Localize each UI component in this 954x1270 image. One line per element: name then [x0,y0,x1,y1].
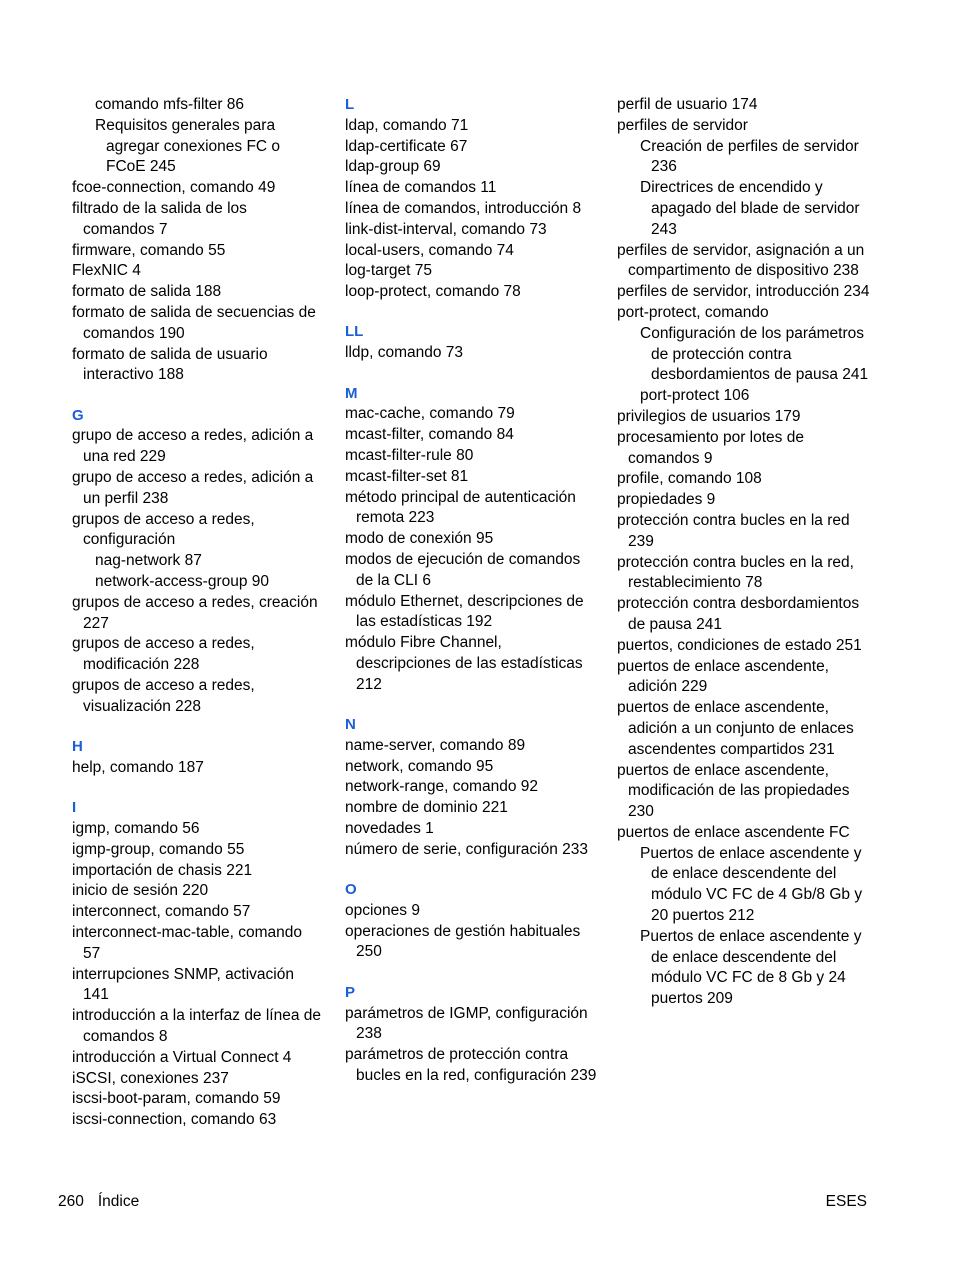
index-entry: help, comando 187 [72,758,204,776]
index-subentry: network-access-group 90 [95,573,270,591]
index-entry: privilegios de usuarios 179 [617,407,801,425]
index-entry: parámetros de protección contra bucles en la red, configuración 239 [345,1046,597,1084]
index-entry: ldap-certificate 67 [345,137,468,155]
index-column-2 [345,95,600,1087]
index-letter-heading: O [345,881,357,899]
index-entry: línea de comandos, introducción 8 [345,199,582,217]
index-entry: puertos, condiciones de estado 251 [617,636,862,654]
index-entry: igmp-group, comando 55 [72,840,245,858]
page-number: 260 [58,1193,84,1210]
page-footer-left [58,1192,139,1212]
index-entry: grupos de acceso a redes, creación 227 [72,593,318,632]
index-entry: grupo de acceso a redes, adición a un perfil 238 [72,469,314,507]
index-entry: port-protect, comando [617,303,769,321]
index-entry: filtrado de la salida de los comandos 7 [72,199,247,238]
index-entry: iscsi-connection, comando 63 [72,1111,277,1129]
index-entry: perfil de usuario 174 [617,96,758,113]
index-column-3 [617,95,877,1010]
index-entry: puertos de enlace ascendente FC [617,823,850,841]
index-letter-heading: G [72,406,84,424]
index-entry: igmp, comando 56 [72,820,200,837]
index-entry: grupos de acceso a redes, modificación 228 [72,635,255,674]
index-entry: módulo Fibre Channel, descripciones de las estadísticas 212 [345,634,583,693]
index-entry: grupo de acceso a redes, adición a una red 229 [72,427,314,466]
index-entry: puertos de enlace ascendente, modificación de las propiedades 230 [617,761,850,821]
index-subentry: Requisitos generales para agregar conexiones FC o FCoE 245 [95,116,281,176]
index-entry: interconnect, comando 57 [72,903,251,921]
index-entry: introducción a Virtual Connect 4 [72,1048,292,1066]
index-entry: ldap-group 69 [345,158,441,176]
index-entry: protección contra bucles en la red 239 [617,511,850,550]
index-entry: iSCSI, conexiones 237 [72,1069,229,1087]
index-column-1 [72,95,322,1131]
index-entry: network, comando 95 [345,757,494,775]
index-entry: inicio de sesión 220 [72,882,209,900]
index-subentry: Puertos de enlace ascendente y de enlace descendente del módulo VC FC de 4 Gb/8 Gb y 20 puertos 212 [640,844,863,925]
index-entry: perfiles de servidor, introducción 234 [617,283,870,301]
index-entry: local-users, comando 74 [345,241,514,259]
index-entry: interrupciones SNMP, activación 141 [72,965,294,1004]
index-entry: lldp, comando 73 [345,344,464,362]
index-entry: modo de conexión 95 [345,530,494,548]
index-subentry: Creación de perfiles de servidor 236 [640,137,859,176]
index-entry: número de serie, configuración 233 [345,840,588,858]
index-entry: network-range, comando 92 [345,778,539,796]
index-entry: puertos de enlace ascendente, adición a un conjunto de enlaces ascendentes compartidos 231 [617,699,854,758]
index-entry: modos de ejecución de comandos de la CLI 6 [345,550,581,589]
index-entry: link-dist-interval, comando 73 [345,220,547,238]
index-entry: perfiles de servidor [617,116,748,134]
index-subentry: Puertos de enlace ascendente y de enlace descendente del módulo VC FC de 8 Gb y 24 puertos 209 [640,927,862,1008]
index-entry: grupos de acceso a redes, visualización 228 [72,677,255,715]
index-entry: importación de chasis 221 [72,861,253,879]
index-entry: operaciones de gestión habituales 250 [345,922,581,961]
index-entry: grupos de acceso a redes, configuración [72,510,255,549]
index-entry: parámetros de IGMP, configuración 238 [345,1004,588,1043]
index-entry: línea de comandos 11 [345,179,497,197]
index-entry: fcoe-connection, comando 49 [72,179,276,197]
index-entry: firmware, comando 55 [72,241,226,259]
index-entry: loop-protect, comando 78 [345,283,521,301]
index-entry: mcast-filter, comando 84 [345,426,514,444]
index-entry: puertos de enlace ascendente, adición 229 [617,657,829,696]
index-entry: introducción a la interfaz de línea de comandos 8 [72,1007,322,1045]
index-subentry: Configuración de los parámetros de protección contra desbordamientos de pausa 241 [640,324,869,384]
index-letter-heading: N [345,716,356,734]
index-entry: procesamiento por lotes de comandos 9 [617,428,804,467]
index-subentry: nag-network 87 [95,552,202,570]
index-entry: nombre de dominio 221 [345,799,508,817]
index-letter-heading: H [72,738,83,756]
footer-locale: ESES [825,1193,867,1210]
index-entry: protección contra desbordamientos de pausa 241 [617,595,860,633]
index-entry: mac-cache, comando 79 [345,405,515,423]
index-entry: formato de salida de usuario interactivo 188 [72,345,268,384]
index-subentry: port-protect 106 [640,387,750,405]
index-entry: mcast-filter-rule 80 [345,446,474,464]
index-entry: interconnect-mac-table, comando 57 [72,923,303,962]
index-letter-heading: I [72,799,77,817]
index-entry: ldap, comando 71 [345,116,469,134]
index-entry: propiedades 9 [617,491,716,509]
index-entry: formato de salida 188 [72,283,222,301]
index-letter-heading: P [345,983,356,1001]
index-subentry: Directrices de encendido y apagado del blade de servidor 243 [640,179,860,238]
index-entry: mcast-filter-set 81 [345,467,469,485]
index-letter-heading: L [345,96,355,113]
index-entry: módulo Ethernet, descripciones de las estadísticas 192 [345,592,584,631]
index-entry: formato de salida de secuencias de comandos 190 [72,303,316,342]
index-entry: profile, comando 108 [617,470,762,488]
index-entry: perfiles de servidor, asignación a un compartimento de dispositivo 238 [617,241,865,280]
index-entry: iscsi-boot-param, comando 59 [72,1090,281,1108]
index-letter-heading: LL [345,323,364,341]
index-entry: método principal de autenticación remota 223 [345,488,576,527]
index-entry: opciones 9 [345,901,420,919]
index-entry: novedades 1 [345,820,434,837]
index-entry: protección contra bucles en la red, restablecimiento 78 [617,553,854,592]
index-subentry: comando mfs-filter 86 [95,96,245,113]
index-entry: FlexNIC 4 [72,262,141,280]
index-entry: log-target 75 [345,262,433,280]
index-entry: name-server, comando 89 [345,736,526,754]
footer-section: Índice [97,1193,140,1210]
index-letter-heading: M [345,384,358,402]
